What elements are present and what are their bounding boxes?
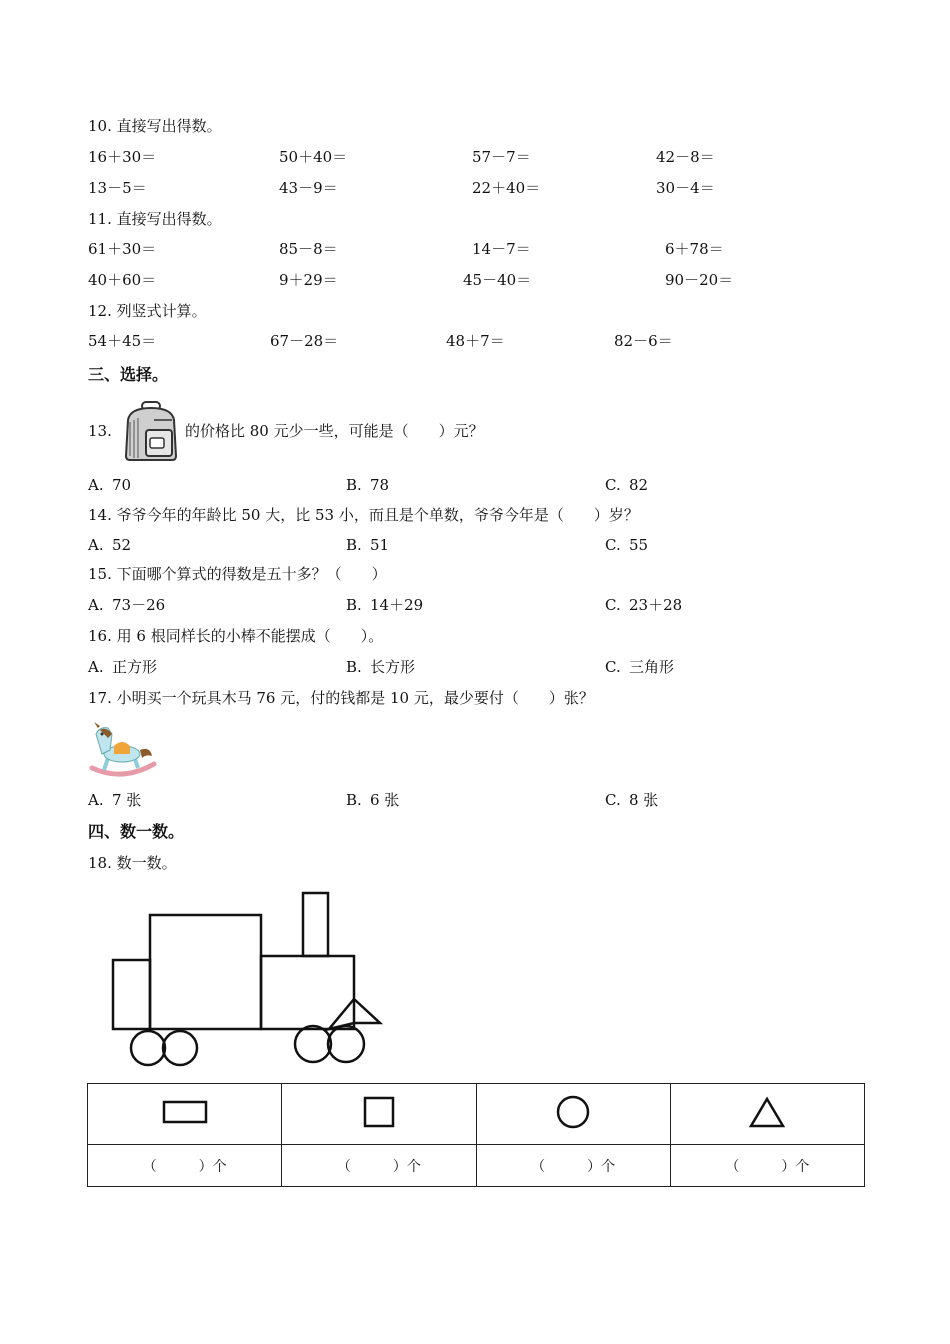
q11-item: 45－40＝ — [463, 271, 532, 289]
q11-item: 14－7＝ — [472, 240, 531, 258]
rectangle-icon — [162, 1100, 208, 1124]
rectangle-shape — [261, 956, 354, 1029]
shape-cell — [282, 1084, 476, 1145]
shape-cell — [88, 1084, 282, 1145]
q11-item: 40＋60＝ — [88, 271, 157, 289]
q16-option-c[interactable] — [605, 657, 674, 677]
option-text: 73－26 — [112, 596, 166, 614]
q18-title: 18. 数一数。 — [88, 854, 177, 872]
q13-text: 的价格比 80 元少一些，可能是（ ）元？ — [185, 422, 484, 440]
shape-cell — [476, 1084, 670, 1145]
option-letter: B. — [346, 536, 362, 554]
circle-shape — [295, 1026, 331, 1062]
q15-option-c[interactable] — [605, 595, 682, 615]
option-letter: C. — [605, 596, 621, 614]
q11-item: 90－20＝ — [665, 271, 734, 289]
q11-item: 6＋78＝ — [665, 240, 724, 258]
q17-option-a[interactable] — [88, 790, 141, 810]
circle-icon — [555, 1094, 591, 1130]
option-text: 正方形 — [112, 658, 158, 676]
q10-item: 42－8＝ — [656, 148, 715, 166]
option-text: 51 — [370, 536, 390, 554]
option-text: 70 — [112, 476, 132, 494]
shape-cell — [670, 1084, 864, 1145]
q12-item: 82－6＝ — [614, 332, 673, 350]
q13-number: 13. — [88, 422, 112, 440]
option-letter: C. — [605, 791, 621, 809]
q17-option-b[interactable] — [346, 790, 399, 810]
option-letter: A. — [88, 596, 104, 614]
q10-item: 57－7＝ — [472, 148, 531, 166]
answer-cell[interactable]: （ ）个 — [282, 1145, 476, 1187]
q10-item: 13－5＝ — [88, 179, 147, 197]
q17-text: 17. 小明买一个玩具木马 76 元，付的钱都是 10 元，最少要付（ ）张？ — [88, 689, 594, 707]
count-table — [87, 1083, 865, 1187]
q12-title: 12. 列竖式计算。 — [88, 302, 207, 320]
q14-option-a[interactable] — [88, 535, 131, 555]
circle-shape — [328, 1026, 364, 1062]
option-letter: A. — [88, 536, 104, 554]
q13-option-b[interactable] — [346, 475, 389, 495]
option-text: 7 张 — [112, 791, 142, 809]
option-letter: C. — [605, 536, 621, 554]
answer-cell[interactable]: （ ）个 — [476, 1145, 670, 1187]
option-text: 55 — [629, 536, 649, 554]
option-letter: A. — [88, 658, 104, 676]
q11-item: 85－8＝ — [279, 240, 338, 258]
option-letter: B. — [346, 596, 362, 614]
q11-title: 11. 直接写出得数。 — [88, 210, 222, 228]
rocking-horse-icon — [88, 720, 158, 780]
q15-option-b[interactable] — [346, 595, 423, 615]
option-letter: B. — [346, 791, 362, 809]
q10-item: 30－4＝ — [656, 179, 715, 197]
answer-row — [88, 1145, 865, 1187]
q16-option-a[interactable] — [88, 657, 157, 677]
q14-text: 14. 爷爷今年的年龄比 50 大，比 53 小，而且是个单数，爷爷今年是（ ）岁？ — [88, 506, 639, 524]
option-text: 82 — [629, 476, 649, 494]
q13-option-c[interactable] — [605, 475, 648, 495]
shape-row — [88, 1084, 865, 1145]
q11-item: 9＋29＝ — [279, 271, 338, 289]
q15-option-a[interactable] — [88, 595, 165, 615]
option-text: 长方形 — [370, 658, 416, 676]
option-letter: B. — [346, 476, 362, 494]
q12-item: 48＋7＝ — [446, 332, 505, 350]
q10-item: 43－9＝ — [279, 179, 338, 197]
q14-option-c[interactable] — [605, 535, 648, 555]
q10-title: 10. 直接写出得数。 — [88, 117, 222, 135]
option-text: 6 张 — [370, 791, 400, 809]
q14-option-b[interactable] — [346, 535, 389, 555]
backpack-icon — [120, 400, 182, 462]
option-letter: B. — [346, 658, 362, 676]
option-letter: A. — [88, 791, 104, 809]
section-heading: 四、数一数。 — [88, 822, 185, 841]
q15-text: 15. 下面哪个算式的得数是五十多？（ ） — [88, 565, 387, 583]
option-text: 14＋29 — [370, 596, 424, 614]
q17-option-c[interactable] — [605, 790, 658, 810]
circle-shape — [163, 1031, 197, 1065]
rectangle-shape — [303, 893, 328, 956]
q11-item: 61＋30＝ — [88, 240, 157, 258]
q10-item: 16＋30＝ — [88, 148, 157, 166]
train-figure — [100, 885, 400, 1070]
q10-item: 50＋40＝ — [279, 148, 348, 166]
option-letter: C. — [605, 476, 621, 494]
option-text: 78 — [370, 476, 390, 494]
option-text: 三角形 — [629, 658, 675, 676]
q13-option-a[interactable] — [88, 475, 131, 495]
q10-item: 22＋40＝ — [472, 179, 541, 197]
triangle-icon — [747, 1094, 787, 1130]
section-heading: 三、选择。 — [88, 365, 169, 384]
rectangle-shape — [113, 960, 150, 1029]
q16-text: 16. 用 6 根同样长的小棒不能摆成（ ）。 — [88, 627, 384, 645]
option-text: 52 — [112, 536, 132, 554]
q16-option-b[interactable] — [346, 657, 415, 677]
option-letter: C. — [605, 658, 621, 676]
q12-item: 54＋45＝ — [88, 332, 157, 350]
square-icon — [362, 1095, 396, 1129]
answer-cell[interactable]: （ ）个 — [670, 1145, 864, 1187]
option-text: 23＋28 — [629, 596, 683, 614]
circle-shape — [131, 1031, 165, 1065]
square-shape — [150, 915, 261, 1029]
answer-cell[interactable]: （ ）个 — [88, 1145, 282, 1187]
option-letter: A. — [88, 476, 104, 494]
q12-item: 67－28＝ — [270, 332, 339, 350]
option-text: 8 张 — [629, 791, 659, 809]
